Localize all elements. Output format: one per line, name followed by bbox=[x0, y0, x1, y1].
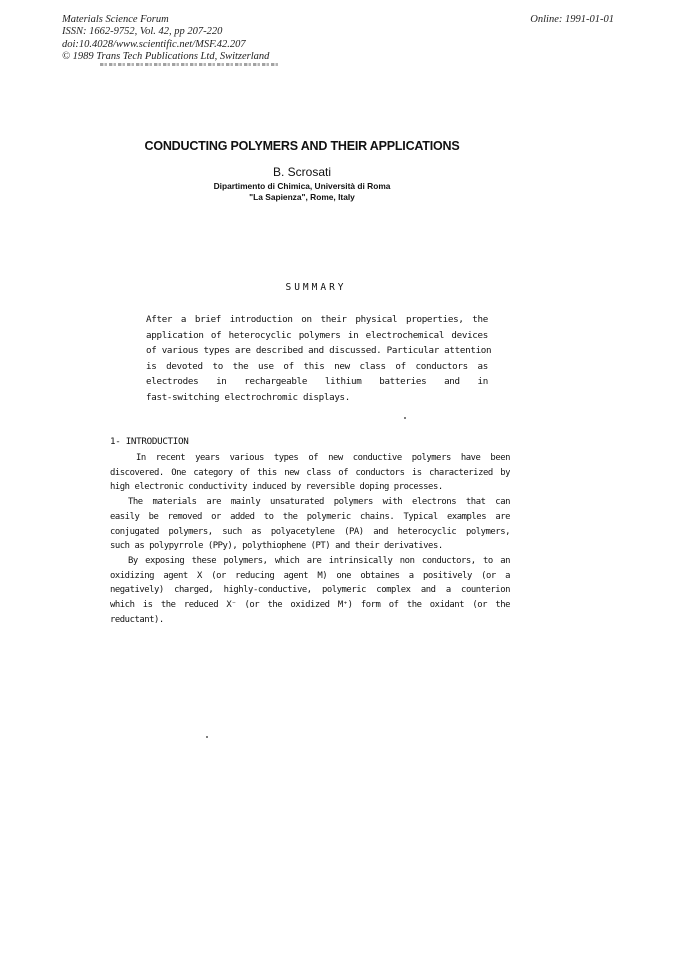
issn-line: ISSN: 1662-9752, Vol. 42, pp 207-220 bbox=[62, 26, 223, 38]
doi-line: doi:10.4028/www.scientific.net/MSF.42.207 bbox=[62, 38, 246, 50]
copyright-line: © 1989 Trans Tech Publications Ltd, Switzerland bbox=[62, 50, 270, 62]
summary-line: of various types are described and discussed. Particular attention bbox=[146, 345, 492, 357]
body-line: high electronic conductivity induced by reversible doping processes. bbox=[110, 482, 443, 493]
summary-text bbox=[146, 312, 492, 406]
summary-heading: SUMMARY bbox=[285, 282, 347, 293]
body-line: The materials are mainly unsaturated polymers with electrons that can bbox=[128, 497, 510, 508]
body-line: such as polypyrrole (PPy), polythiophene (PT) and their derivatives. bbox=[110, 541, 443, 552]
summary-line: is devoted to the use of this new class of conductors as bbox=[146, 360, 488, 372]
journal-header bbox=[62, 14, 269, 63]
journal-name: Materials Science Forum bbox=[62, 14, 169, 25]
summary-line: fast-switching electrochromic displays. bbox=[146, 391, 351, 403]
body-line: By exposing these polymers, which are intrinsically non conductors, to an bbox=[128, 555, 510, 566]
affiliation-line: "La Sapienza", Rome, Italy bbox=[249, 192, 355, 202]
section-heading: 1- INTRODUCTION bbox=[110, 436, 189, 447]
author-name: B. Scrosati bbox=[272, 165, 332, 179]
body-line: easily be removed or added to the polymeric chains. Typical examples are bbox=[110, 511, 510, 522]
body-line: discovered. One category of this new class of conductors is characterized by bbox=[110, 467, 510, 478]
summary-line: electrodes in rechargeable lithium batteries and in bbox=[146, 376, 488, 388]
affiliation-line: Dipartimento di Chimica, Università di Roma bbox=[213, 181, 391, 191]
speck bbox=[206, 736, 208, 738]
online-date: Online: 1991-01-01 bbox=[530, 14, 614, 25]
affiliation bbox=[0, 181, 604, 203]
scan-artifact bbox=[100, 63, 278, 66]
body-line: conjugated polymers, such as polyacetylene (PA) and heterocyclic polymers, bbox=[110, 526, 510, 537]
body-line: oxidizing agent X (or reducing agent M) one obtaines a positively (or a bbox=[110, 570, 510, 581]
body-line: In recent years various types of new conductive polymers have been bbox=[136, 453, 510, 463]
summary-line: application of heterocyclic polymers in electrochemical devices bbox=[146, 329, 488, 341]
body-line: which is the reduced X⁻ (or the oxidized M⁺) form of the oxidant (or the bbox=[110, 600, 510, 611]
body-line: negatively) charged, highly-conductive, polymeric complex and a counterion bbox=[110, 585, 510, 596]
summary-line: After a brief introduction on their physical properties, the bbox=[146, 314, 488, 325]
introduction-text bbox=[110, 451, 510, 627]
paper-title: CONDUCTING POLYMERS AND THEIR APPLICATIONS bbox=[144, 139, 460, 153]
body-line: reductant). bbox=[110, 614, 164, 625]
speck bbox=[404, 417, 406, 419]
